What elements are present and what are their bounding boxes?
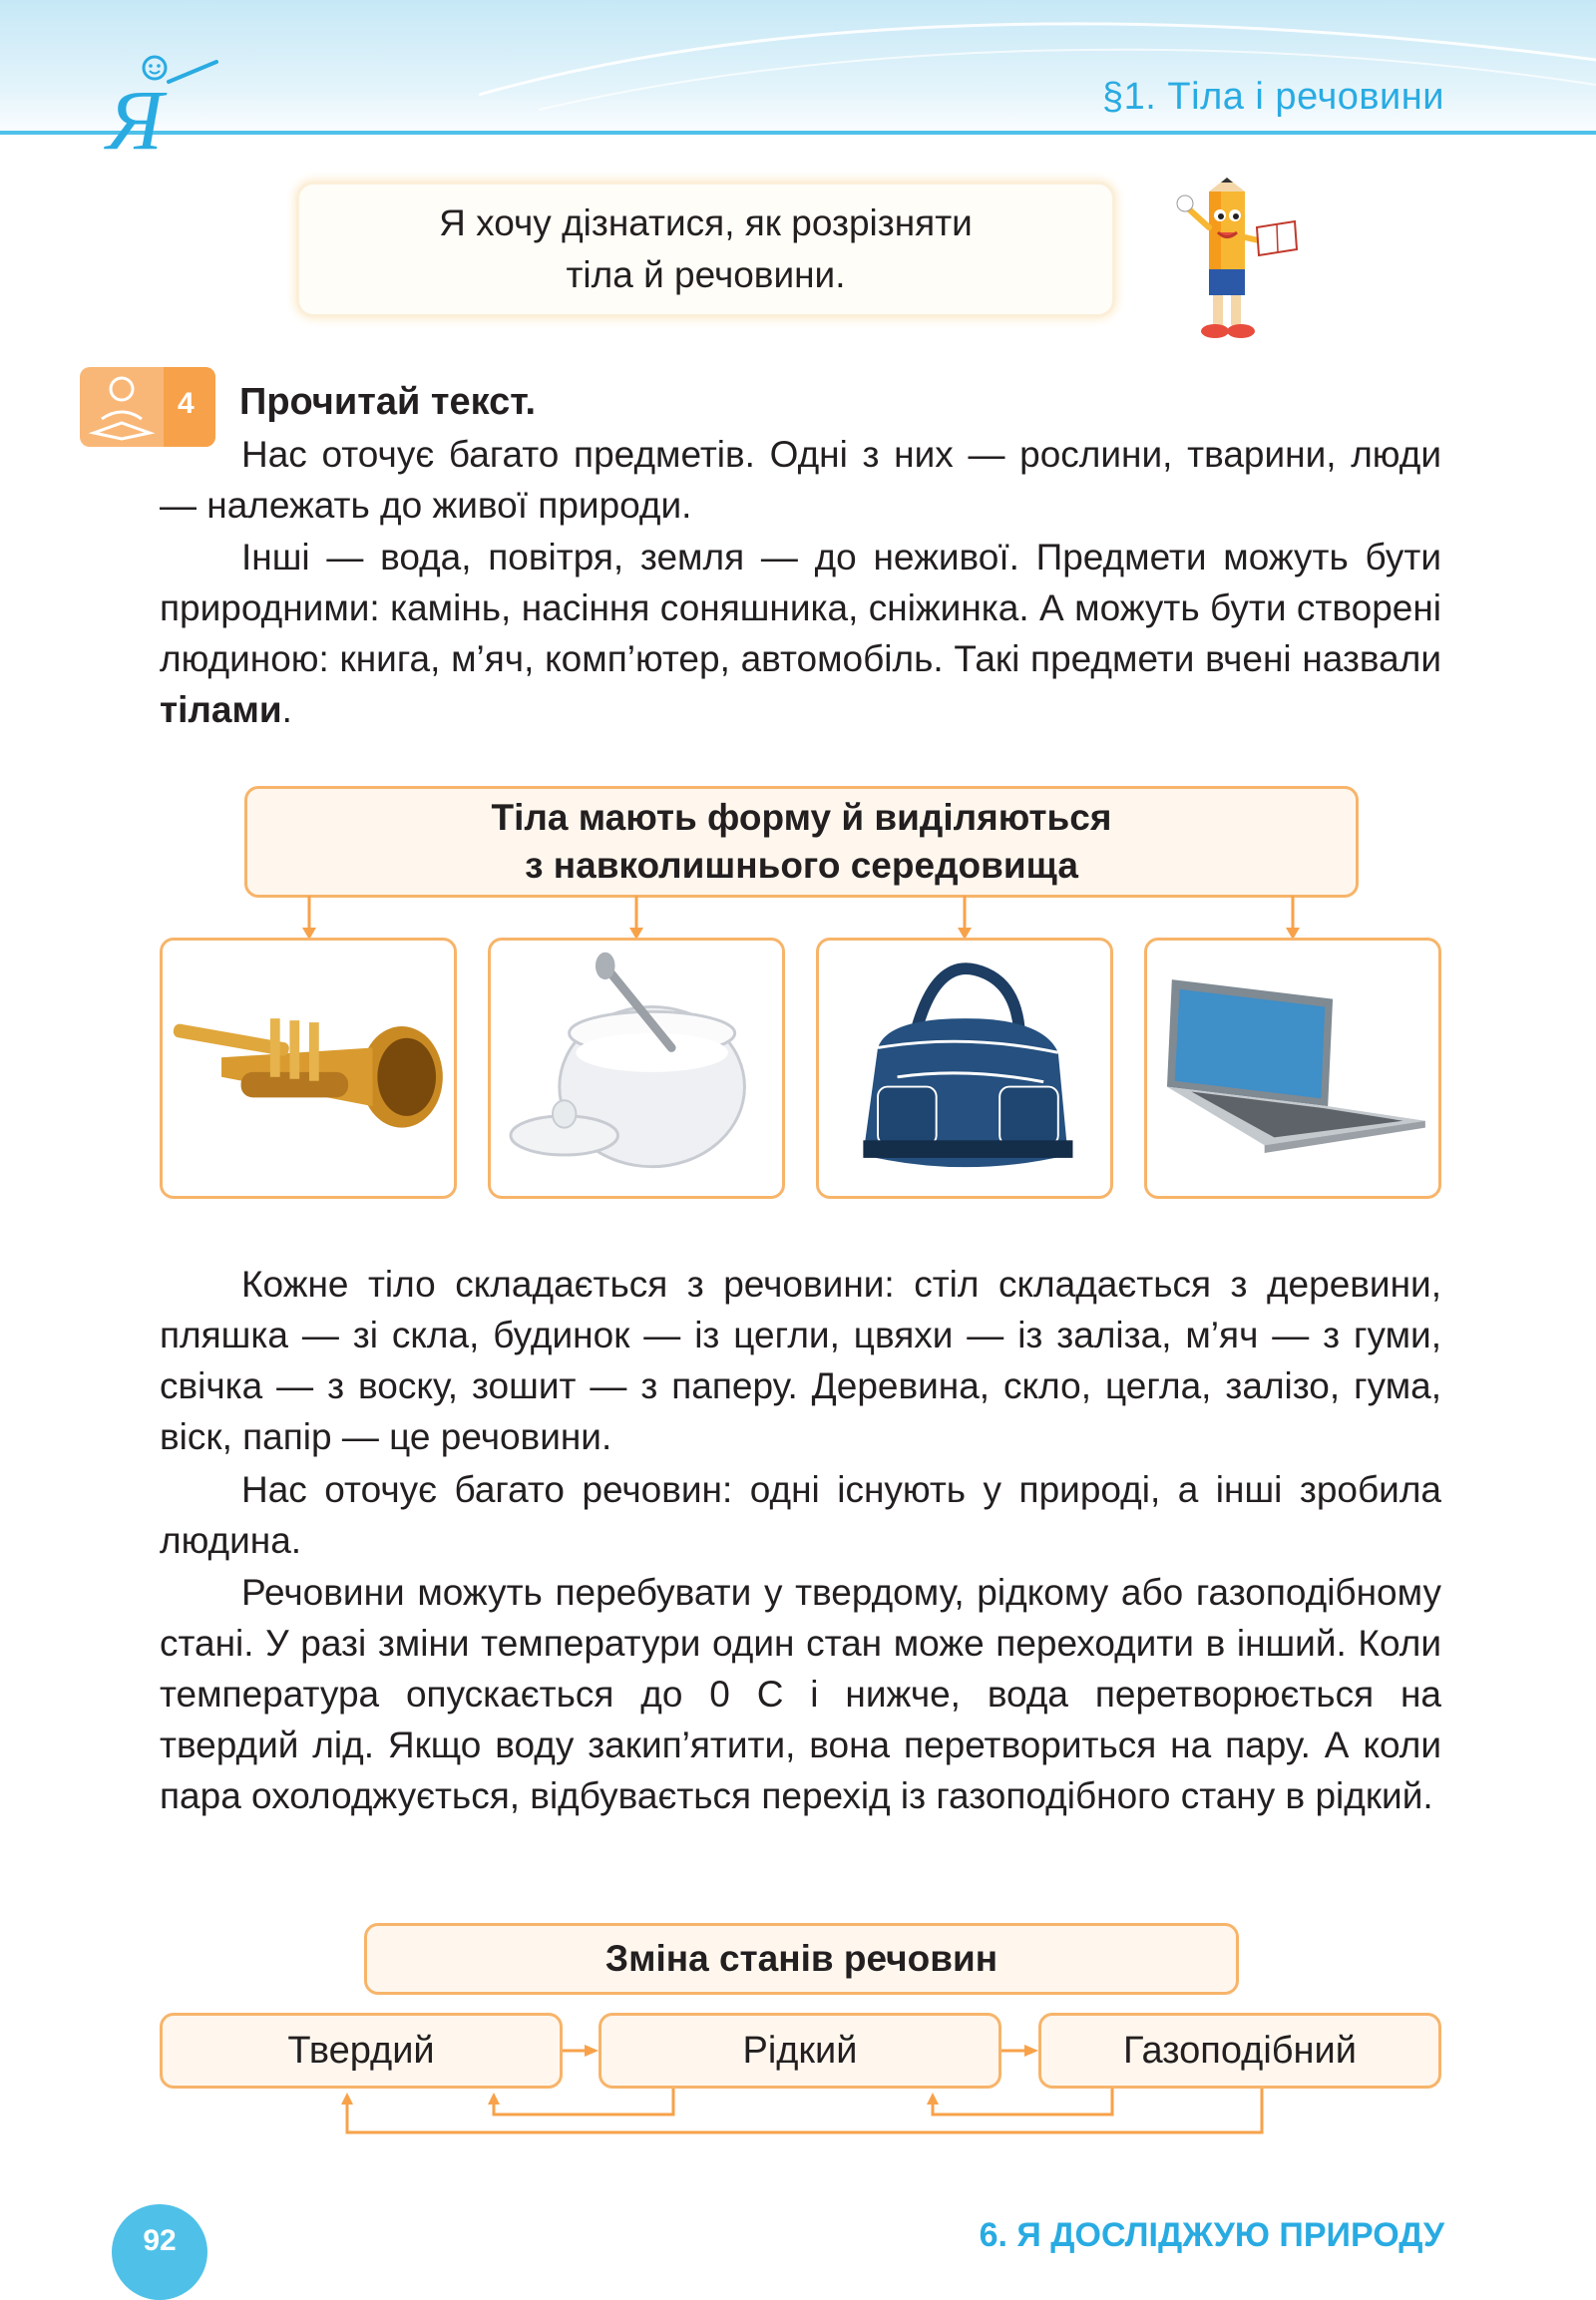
task-heading: Прочитай текст. <box>239 381 537 423</box>
logo-letter: Я <box>107 72 164 168</box>
pencil-mascot-icon <box>1157 178 1302 352</box>
goal-line-1: Я хочу дізнатися, як розрізняти <box>439 202 973 243</box>
bodies-title-line-1: Тіла мають форму й виділяються <box>491 797 1112 838</box>
sports-bag-icon <box>819 941 1110 1196</box>
state-solid: Твердий <box>160 2013 563 2089</box>
laptop-photo <box>1144 938 1441 1199</box>
paragraph-2 <box>160 532 1441 735</box>
bodies-title-line-2: з навколишнього середовища <box>525 845 1078 886</box>
trumpet-icon <box>163 941 454 1196</box>
chapter-title: 6. Я ДОСЛІДЖУЮ ПРИРОДУ <box>979 2216 1444 2254</box>
section-title: §1. Тіла і речовини <box>1102 76 1444 118</box>
header-rule <box>0 131 1596 135</box>
bodies-diagram-title <box>244 786 1359 898</box>
sugar-bowl-icon <box>491 941 782 1196</box>
state-liquid: Рідкий <box>598 2013 1001 2089</box>
paragraph-4 <box>160 1464 1441 1566</box>
paragraph-4-text: Нас оточує багато речовин: одні існують у природі, а інші зробила людина. <box>160 1469 1441 1561</box>
goal-box <box>299 185 1112 314</box>
task-number: 4 <box>178 387 195 420</box>
trumpet-photo <box>160 938 457 1199</box>
paragraph-5 <box>160 1567 1441 1821</box>
term-bodies: тілами <box>160 689 282 730</box>
header-band <box>0 0 1596 140</box>
paragraph-1-text: Нас оточує багато предметів. Одні з них — рослини, тварини, люди — належать до живої природи. <box>160 434 1441 526</box>
logo <box>95 52 224 168</box>
states-diagram-arrows <box>160 2013 1441 2136</box>
sugar-bowl-photo <box>488 938 785 1199</box>
goal-text <box>439 197 973 301</box>
paragraph-3-text: Кожне тіло складається з речовини: стіл складається з деревини, пляшка — зі скла, будинок — із цегли, цвяхи — із заліза, м’яч — з гуми, свічка — з воску, зошит — з паперу. Деревина, скло, цегла, залізо, гума, віск, папір — це речовини. <box>160 1264 1441 1457</box>
paragraph-2-text: Інші — вода, повітря, земля — до неживої. Предмети можуть бути природними: камінь, насіння соняшника, сніжинка. А можуть бути створені людиною: книга, м’яч, комп’ютер, автомобіль. Такі предмети вчені назвали <box>160 537 1441 679</box>
paragraph-2-end: . <box>281 689 292 730</box>
state-gas: Газоподібний <box>1038 2013 1441 2089</box>
page-number: 92 <box>112 2204 207 2300</box>
bodies-diagram-arrows <box>160 896 1441 942</box>
laptop-icon <box>1147 941 1438 1196</box>
sports-bag-photo <box>816 938 1113 1199</box>
paragraph-5-text: Речовини можуть перебувати у твердому, рідкому або газоподібному стані. У разі зміни температури один стан може переходити в інший. Коли температура опускається до 0 С і нижче, вода перетворюється на твердий лід. Якщо воду закип’ятити, вона перетвориться на пару. А коли пара охолоджується, відбувається перехід із газоподібного стану в рідкий. <box>160 1572 1441 1816</box>
paragraph-3 <box>160 1259 1441 1462</box>
goal-line-2: тіла й речовини. <box>566 254 846 295</box>
paragraph-1 <box>160 429 1441 531</box>
states-diagram-title: Зміна станів речовин <box>364 1923 1239 1995</box>
